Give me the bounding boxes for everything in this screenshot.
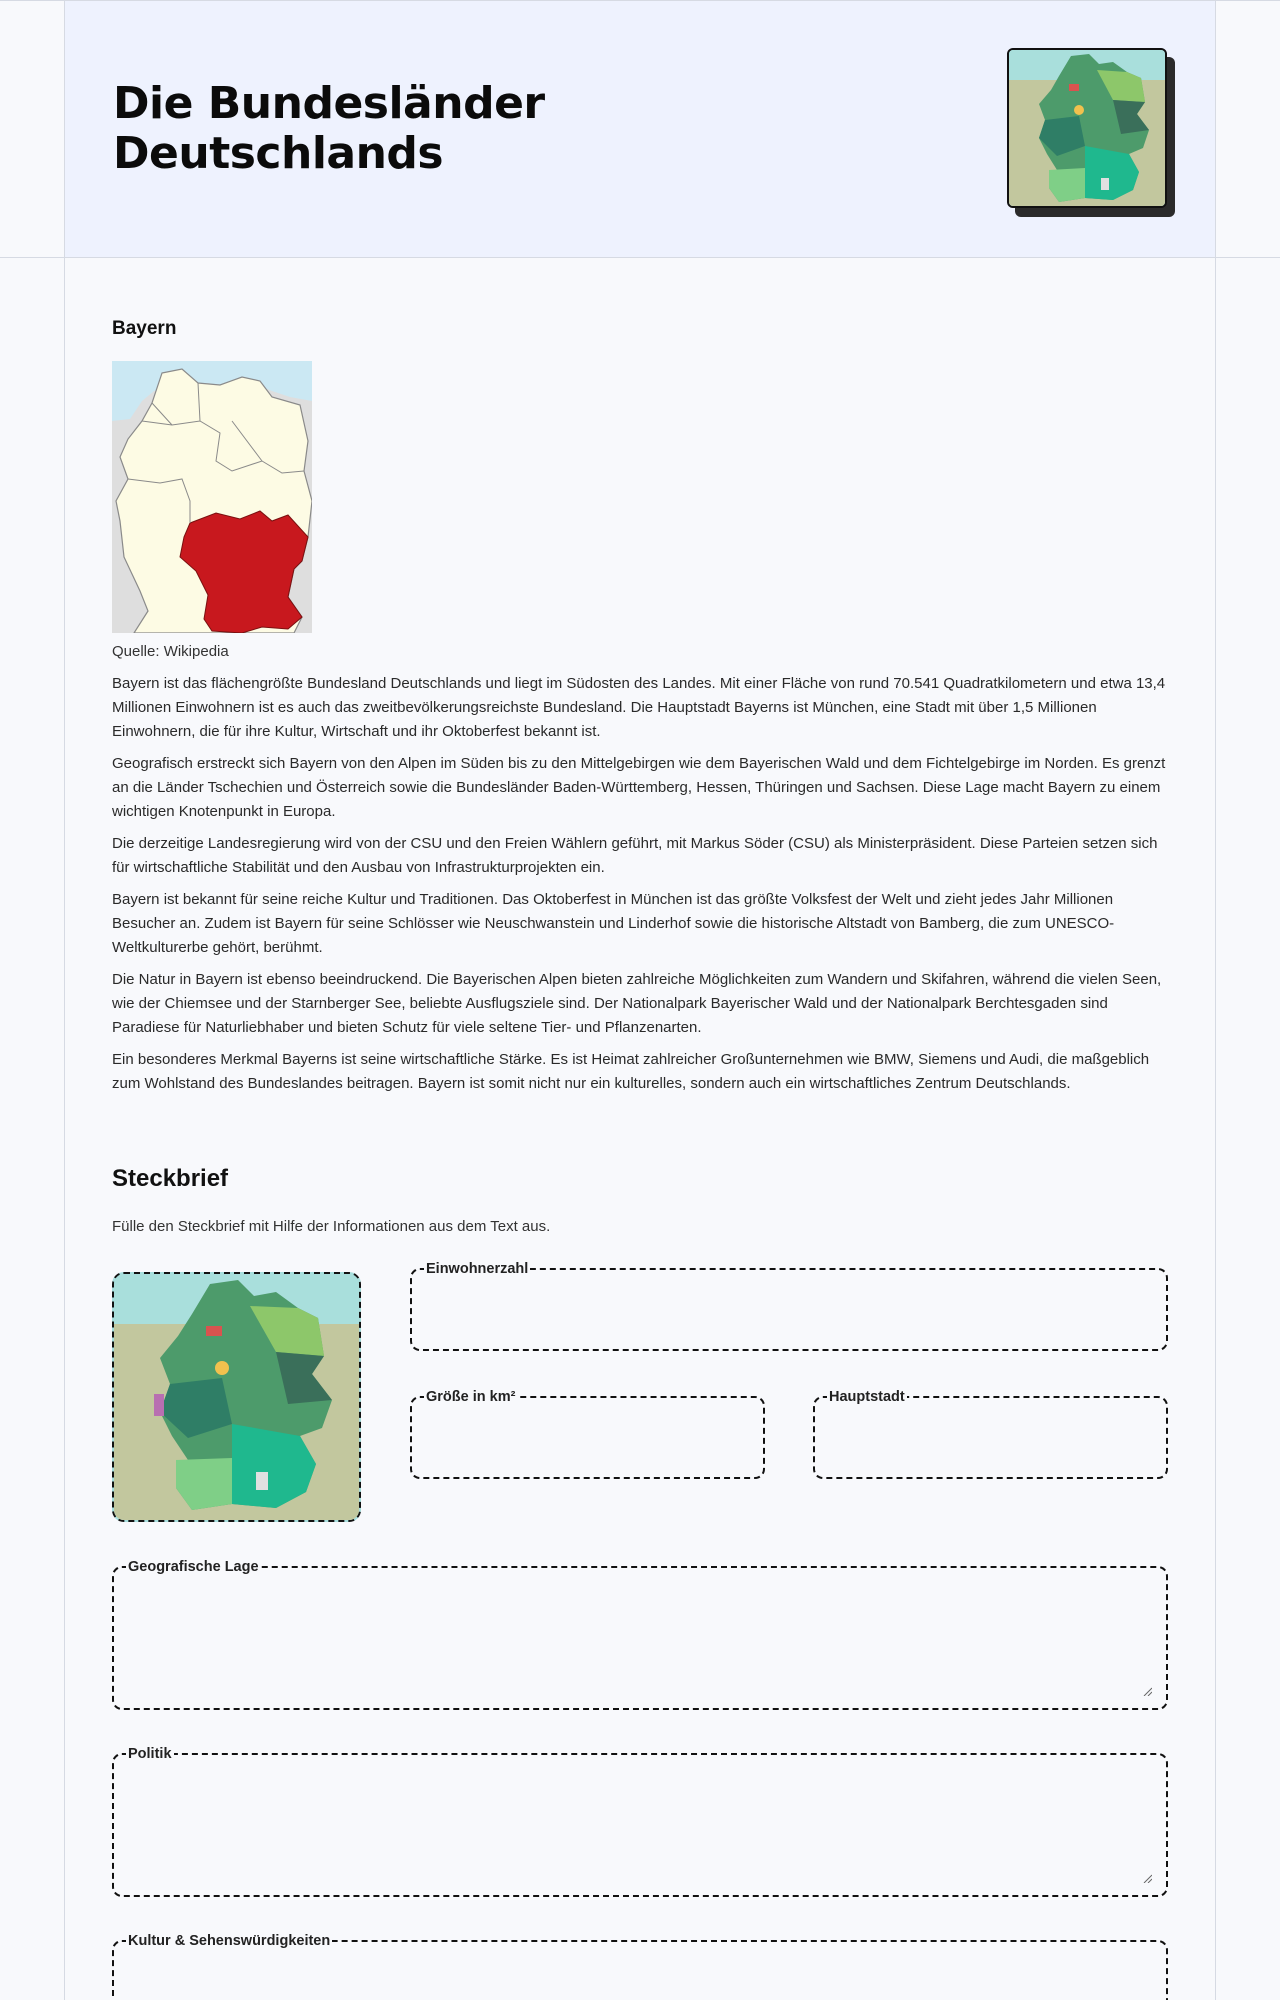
bavaria-location-map bbox=[112, 361, 312, 633]
einwohnerzahl-field[interactable] bbox=[410, 1261, 1168, 1351]
steckbrief-instruction: Fülle den Steckbrief mit Hilfe der Informationen aus dem Text aus. bbox=[112, 1218, 551, 1235]
article-paragraph: Bayern ist das flächengrößte Bundesland Deutschlands und liegt im Südosten des Landes. Mit einer Fläche von rund 70.541 Quadratkilometern und etwa 13,4 Millionen Einwohnern ist es auch das zweitbevölkerungsreichste Bundesland. Die Hauptstadt Bayerns ist München, eine Stadt mit über 1,5 Millionen Einwohnern, die für ihre Kultur, Wirtschaft und ihr Oktoberfest bekannt ist. bbox=[112, 675, 1166, 740]
hauptstadt-input[interactable] bbox=[829, 1405, 1152, 1467]
article-paragraph: Geografisch erstreckt sich Bayern von den Alpen im Süden bis zu den Mittelgebirgen wie dem Bayerischen Wald und dem Fichtelgebirge im Norden. Es grenzt an die Länder Tschechien und Österreich sowie die Bundesländer Baden-Württemberg, Hessen, Thüringen und Sachsen. Diese Lage macht Bayern zu einem wichtigen Knotenpunkt in Europa. bbox=[112, 755, 1166, 820]
germany-illustrated-map-icon bbox=[1009, 50, 1167, 208]
page-title: Die Bundesländer Deutschlands bbox=[113, 78, 545, 179]
resize-handle-icon[interactable] bbox=[1142, 1873, 1152, 1883]
article-text bbox=[112, 672, 1168, 1104]
kultur-textarea[interactable] bbox=[128, 1949, 1152, 2000]
state-heading: Bayern bbox=[112, 318, 177, 339]
steckbrief-map-image bbox=[112, 1272, 361, 1522]
groesse-label: Größe in km² bbox=[426, 1389, 516, 1405]
germany-illustrated-map-logo bbox=[1007, 48, 1167, 208]
hauptstadt-label: Hauptstadt bbox=[829, 1389, 905, 1405]
article-paragraph: Die Natur in Bayern ist ebenso beeindruckend. Die Bayerischen Alpen bieten zahlreiche Möglichkeiten zum Wandern und Skifahren, während die vielen Seen, wie der Chiemsee und der Starnberger See, beliebte Ausflugsziele sind. Der Nationalpark Bayerischer Wald und der Nationalpark Berchtesgaden sind Paradiese für Naturliebhaber und bieten Schutz für viele seltene Tier- und Pflanzenarten. bbox=[112, 971, 1162, 1036]
groesse-input[interactable] bbox=[426, 1405, 749, 1467]
politik-textarea[interactable] bbox=[128, 1762, 1152, 1885]
geografische-lage-field[interactable] bbox=[112, 1559, 1168, 1710]
content-right-rail bbox=[1215, 0, 1216, 2000]
politik-field[interactable] bbox=[112, 1746, 1168, 1897]
article-paragraph: Bayern ist bekannt für seine reiche Kultur und Traditionen. Das Oktoberfest in München ist das größte Volksfest der Welt und zieht jedes Jahr Millionen Besucher an. Zudem ist Bayern für seine Schlösser wie Neuschwanstein und Linderhof sowie die historische Altstadt von Bamberg, die zum UNESCO-Weltkulturerbe gehört, berühmt. bbox=[112, 891, 1115, 956]
germany-outline-map-icon bbox=[112, 361, 312, 633]
kultur-field[interactable] bbox=[112, 1933, 1168, 2000]
image-source-caption: Quelle: Wikipedia bbox=[112, 643, 229, 660]
steckbrief-heading: Steckbrief bbox=[112, 1165, 229, 1192]
resize-handle-icon[interactable] bbox=[1142, 1686, 1152, 1696]
geografische-lage-label: Geografische Lage bbox=[128, 1559, 259, 1575]
kultur-label: Kultur & Sehenswürdigkeiten bbox=[128, 1933, 331, 1949]
article-paragraph: Die derzeitige Landesregierung wird von der CSU und den Freien Wählern geführt, mit Markus Söder (CSU) als Ministerpräsident. Diese Parteien setzen sich für wirtschaftliche Stabilität und den Ausbau von Infrastrukturprojekten ein. bbox=[112, 835, 1158, 876]
header-divider bbox=[0, 257, 1280, 258]
einwohnerzahl-label: Einwohnerzahl bbox=[426, 1261, 529, 1277]
content-left-rail bbox=[64, 0, 65, 2000]
politik-label: Politik bbox=[128, 1746, 172, 1762]
groesse-field[interactable] bbox=[410, 1389, 765, 1479]
geografische-lage-textarea[interactable] bbox=[128, 1575, 1152, 1698]
hauptstadt-field[interactable] bbox=[813, 1389, 1168, 1479]
einwohnerzahl-input[interactable] bbox=[426, 1277, 1152, 1339]
article-paragraph: Ein besonderes Merkmal Bayerns ist seine wirtschaftliche Stärke. Es ist Heimat zahlreicher Großunternehmen wie BMW, Siemens und Audi, die maßgeblich zum Wohlstand des Bundeslandes beitragen. Bayern ist somit nicht nur ein kulturelles, sondern auch ein wirtschaftliches Zentrum Deutschlands. bbox=[112, 1051, 1150, 1092]
germany-illustrated-map-icon bbox=[114, 1274, 361, 1522]
